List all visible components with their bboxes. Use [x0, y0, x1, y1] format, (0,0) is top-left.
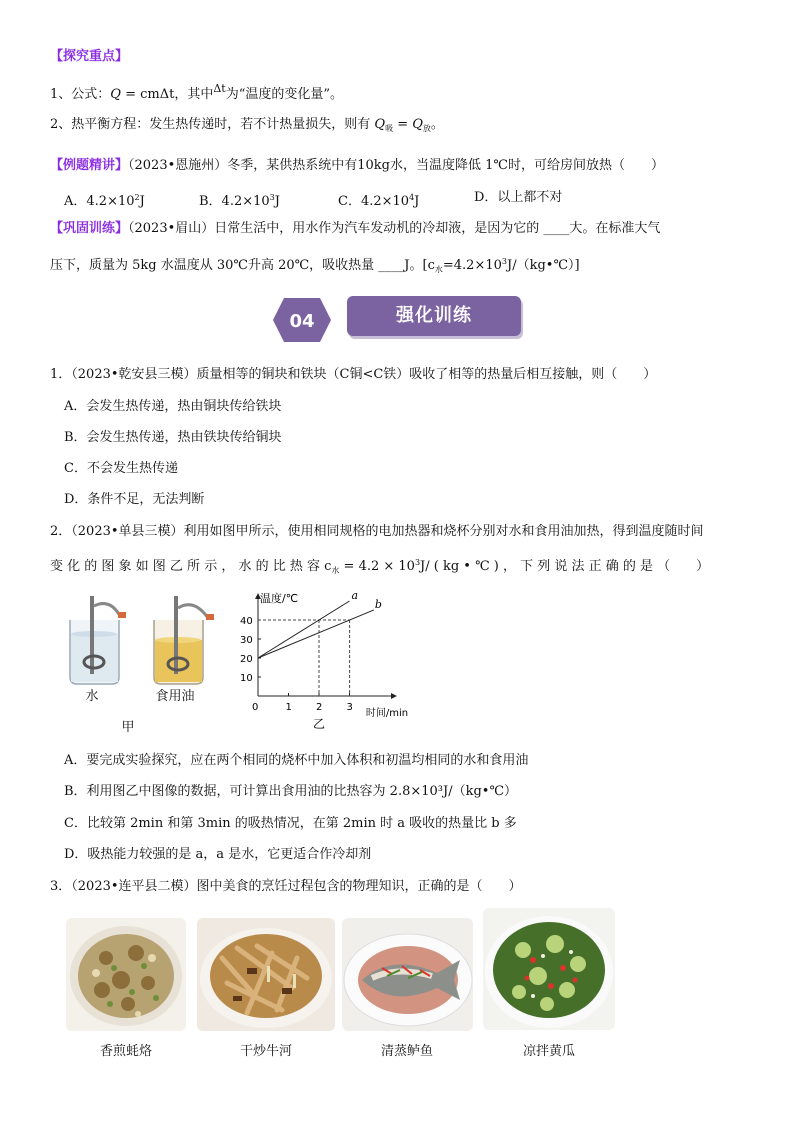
- x-axis-label: 时间/min: [365, 708, 409, 719]
- dish-caption-1: 香煎蚝烙: [99, 1044, 152, 1059]
- q3-stem: 3．（2023•连平县二模）图中美食的烹饪过程包含的物理知识，正确的是（ ）: [50, 879, 522, 894]
- example-option-b: B．$4.2\times 10^3J$: [199, 193, 280, 209]
- balance-eq: =: [393, 117, 413, 132]
- consolidate-line2: 压下，质量为 5kg 水温度从 30℃升高 20℃，吸收热量 ____J。$[c_水=4.2\times 10^3J/(kg•℃)]$: [50, 257, 580, 274]
- q1-option-c: C．不会发生热传递: [64, 461, 178, 476]
- oyster-omelette-icon: [66, 918, 186, 1031]
- q2-stem-line1: 2．（2023•单县三模）利用如图甲所示，使用相同规格的电加热器和烧杯分别对水和食用油加热，得到温度随时间: [50, 524, 704, 539]
- consolidate-line1: 【巩固训练】（2023•眉山）日常生活中，用水作为汽车发动机的冷却液，是因为它的 ____大。在标准大气: [50, 221, 661, 236]
- figure-yi-label: 乙: [313, 717, 326, 731]
- series-line-a: [258, 601, 350, 658]
- example-label: 【例题精讲】: [50, 158, 129, 173]
- consolidate-label: 【巩固训练】: [50, 221, 129, 236]
- balance-suffix: 。: [430, 117, 444, 132]
- q2-option-c: C．比较第 2min 和第 3min 的吸热情况，在第 2min 时 a 吸收的热量比 b 多: [64, 816, 517, 831]
- y-tick-label: 40: [240, 616, 253, 627]
- example-text: （2023•恩施州）冬季，某供热系统中有10kg水，当温度降低 1℃时，可给房间放热（ ）: [128, 158, 664, 173]
- steamed-fish-icon: [342, 918, 473, 1031]
- q1-stem: 1．（2023•乾安县三模）质量相等的铜块和铁块（C铜<C铁）吸收了相等的热量后相互接触，则（ ）: [50, 367, 657, 382]
- formula-suffix: 为“温度的变化量”。: [225, 87, 344, 102]
- dish-caption-3: 清蒸鲈鱼: [380, 1044, 433, 1059]
- y-axis-label: 温度/℃: [260, 592, 299, 605]
- formula-dt: Δt: [213, 82, 226, 95]
- hexagon-badge-icon: [272, 296, 332, 344]
- series-label-b: b: [374, 597, 382, 611]
- section-title-bar: [347, 296, 521, 336]
- section-number-badge: [272, 296, 332, 344]
- oil-label: 食用油: [155, 689, 195, 704]
- dish-photo-cucumber-salad: [483, 908, 615, 1030]
- dish-photo-steamed-fish: [342, 918, 473, 1031]
- dish-photo-fried-noodles: [197, 918, 335, 1031]
- q2-option-a: A．要完成实验探究，应在两个相同的烧杯中加入体积和初温均相同的水和食用油: [64, 753, 529, 768]
- water-beaker-icon: [70, 596, 126, 684]
- fried-noodles-icon: [197, 918, 335, 1031]
- figure-jia-label: 甲: [121, 720, 135, 735]
- y-tick-label: 20: [240, 654, 253, 665]
- y-tick-label: 30: [240, 635, 253, 646]
- formula-line: [50, 80, 343, 104]
- balance-q2: Q: [412, 117, 423, 132]
- formula-q: Q: [110, 87, 121, 102]
- example-option-a: A．$4.2\times 10^2J$: [64, 193, 145, 209]
- beaker-figure: [62, 592, 227, 687]
- cucumber-salad-icon: [483, 908, 615, 1030]
- balance-line: [50, 116, 444, 138]
- series-line-b: [258, 610, 374, 658]
- formula-mid: ，其中: [174, 87, 214, 102]
- water-label: 水: [85, 689, 99, 704]
- balance-prefix: 2、热平衡方程：发生热传递时，若不计热量损失，则有: [50, 117, 375, 132]
- section-number: 04: [289, 311, 315, 332]
- q1-option-d: D．条件不足，无法判断: [64, 492, 205, 507]
- q1-option-b: B．会发生热传递，热由铁块传给铜块: [64, 430, 282, 445]
- q2-option-d: D．吸热能力较强的是 a，a 是水，它更适合作冷却剂: [64, 847, 372, 862]
- section-title: 强化训练: [396, 305, 472, 326]
- q1-option-a: A．会发生热传递，热由铜块传给铁块: [64, 399, 282, 414]
- example-option-c: C．$4.2\times 10^4J$: [338, 193, 420, 209]
- balance-q1: Q: [374, 117, 386, 132]
- formula-eq: = cmΔt: [120, 87, 175, 102]
- series-label-a: a: [351, 589, 359, 602]
- q2-option-b: B．利用图乙中图像的数据，可计算出食用油的比热容为 2.8×10³J/（kg•℃）: [64, 784, 518, 799]
- x-tick-label: 1: [285, 702, 292, 713]
- temperature-time-chart: [232, 588, 432, 733]
- oil-beaker-icon: [154, 596, 214, 684]
- dish-caption-4: 凉拌黄瓜: [522, 1044, 575, 1059]
- dish-photo-oyster-omelette: [66, 918, 186, 1031]
- y-tick-label: 10: [240, 673, 253, 684]
- example-option-d: D．以上都不对: [474, 190, 563, 205]
- x-tick-label: 0: [252, 702, 259, 713]
- balance-sub2: 放: [422, 124, 431, 133]
- q2-stem-line2: 变 化 的 图 象 如 图 乙 所 示 ， 水 的 比 热 容 $c_水 = 4.2 \times 10^3J/$ ( kg • ℃ ) ， 下 列 说 法 正 确 的 是 （ ）: [50, 558, 710, 575]
- dish-caption-2: 干炒牛河: [239, 1044, 292, 1059]
- x-tick-label: 2: [316, 702, 323, 713]
- focus-heading: 【探究重点】: [50, 49, 129, 64]
- balance-sub1: 吸: [385, 124, 394, 133]
- x-tick-label: 3: [346, 702, 353, 713]
- formula-prefix: 1、公式：: [50, 87, 111, 102]
- example-stem: [50, 157, 664, 175]
